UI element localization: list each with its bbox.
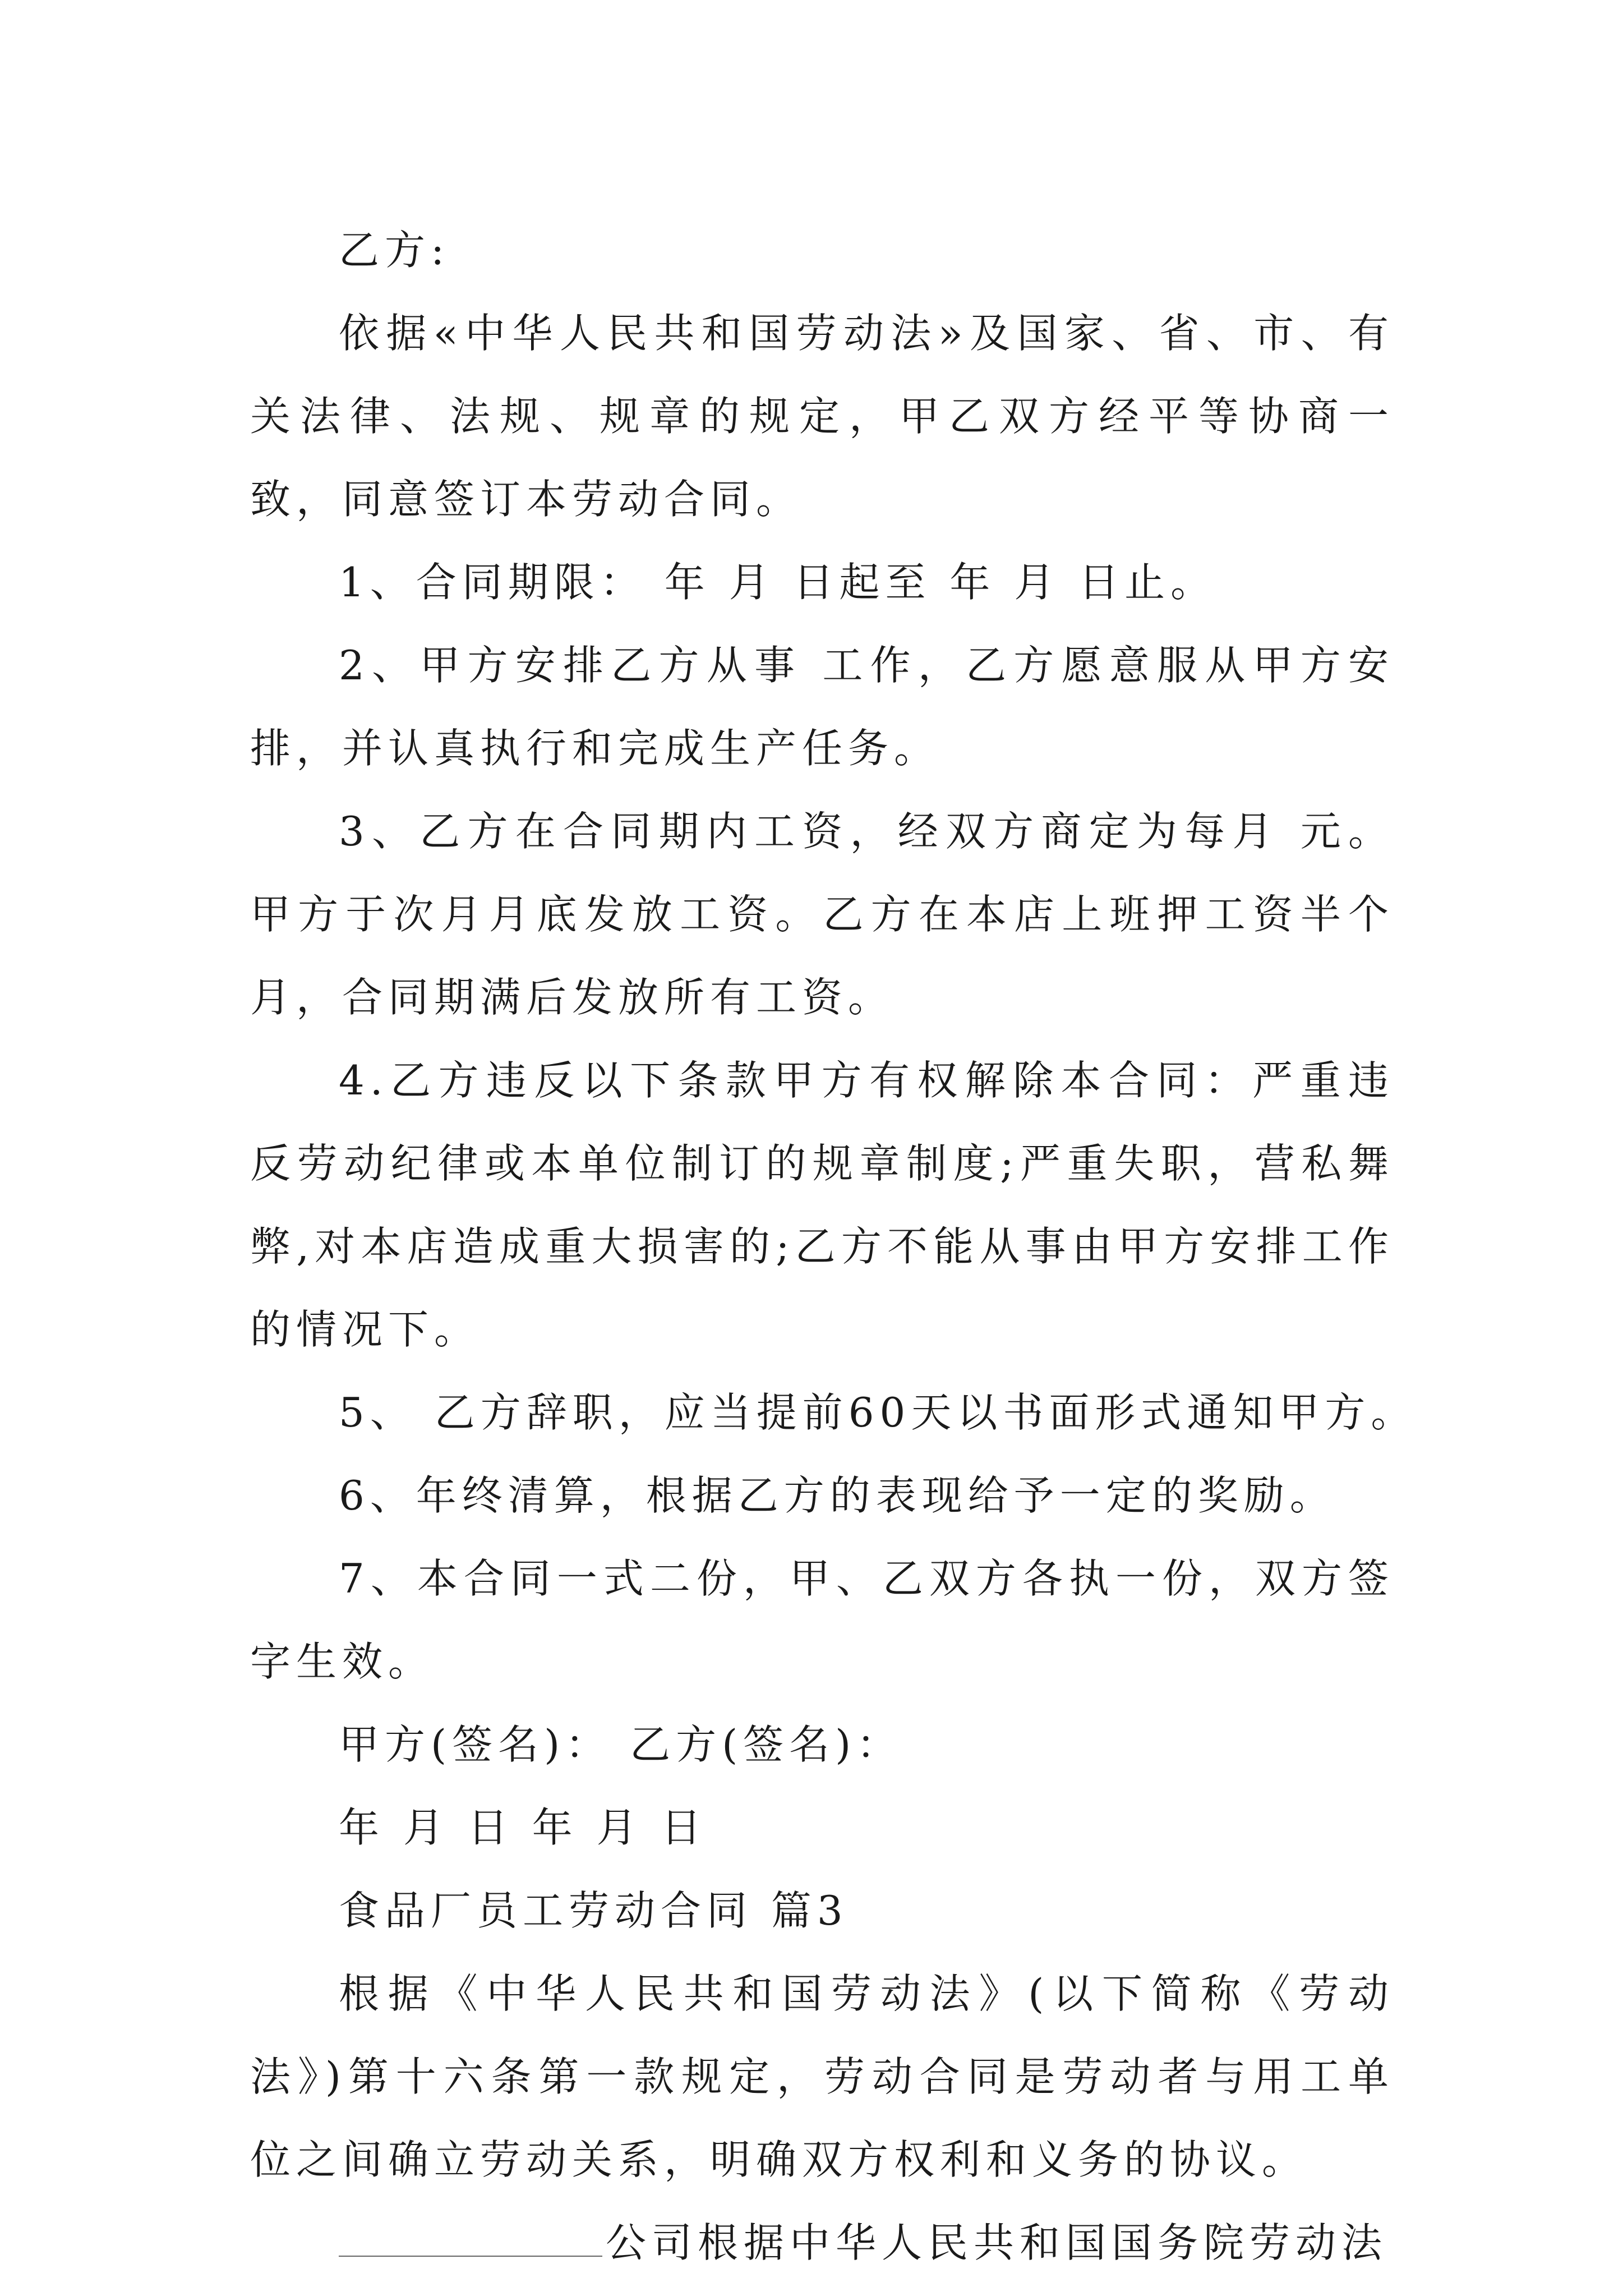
- date-line: 年 月 日 年 月 日: [339, 1804, 707, 1851]
- clause-5-resignation: 5、 乙方辞职，应当提前60天以书面形式通知甲方。: [339, 1389, 1417, 1436]
- clause-7-copies: 7、本合同一式二份，甲、乙双方各执一份，双方签字生效。: [250, 1555, 1394, 1685]
- clause-4-termination: 4.乙方违反以下条款甲方有权解除本合同：严重违反劳动纪律或本单位制订的规章制度;严重失职，营私舞弊,对本店造成重大损害的;乙方不能从事由甲方安排工作的情况下。: [250, 1057, 1394, 1353]
- preamble-paragraph: 依据«中华人民共和国劳动法»及国家、省、市、有关法律、法规、规章的规定，甲乙双方经平等协商一致，同意签订本劳动合同。: [250, 310, 1394, 523]
- document-body: [250, 209, 1417, 2284]
- clause-1-term: 1、合同期限： 年 月 日起至 年 月 日止。: [339, 559, 1217, 606]
- company-paragraph: [250, 2201, 1394, 2284]
- signature-line: 甲方(签名)： 乙方(签名)：: [339, 1721, 903, 1768]
- clause-2-work: 2、甲方安排乙方从事 工作，乙方愿意服从甲方安排，并认真执行和完成生产任务。: [250, 642, 1394, 772]
- clause-6-bonus: 6、年终清算，根据乙方的表现给予一定的奖励。: [339, 1472, 1336, 1519]
- party-b-label: 乙方:: [339, 227, 450, 274]
- clause-3-salary: 3、乙方在合同期内工资，经双方商定为每月 元。甲方于次月月底发放工资。乙方在本店上班押工资半个月，合同期满后发放所有工资。: [250, 808, 1394, 1021]
- company-paragraph-text: 公司根据中华人民共和国国务院劳动法: [606, 2219, 1388, 2266]
- company-name-blank: [339, 2222, 602, 2257]
- section-heading: 食品厂员工劳动合同 篇3: [339, 1887, 849, 1934]
- law-reference-paragraph: 根据《中华人民共和国劳动法》(以下简称《劳动法》)第十六条第一款规定，劳动合同是劳动者与用工单位之间确立劳动关系，明确双方权利和义务的协议。: [250, 1970, 1394, 2183]
